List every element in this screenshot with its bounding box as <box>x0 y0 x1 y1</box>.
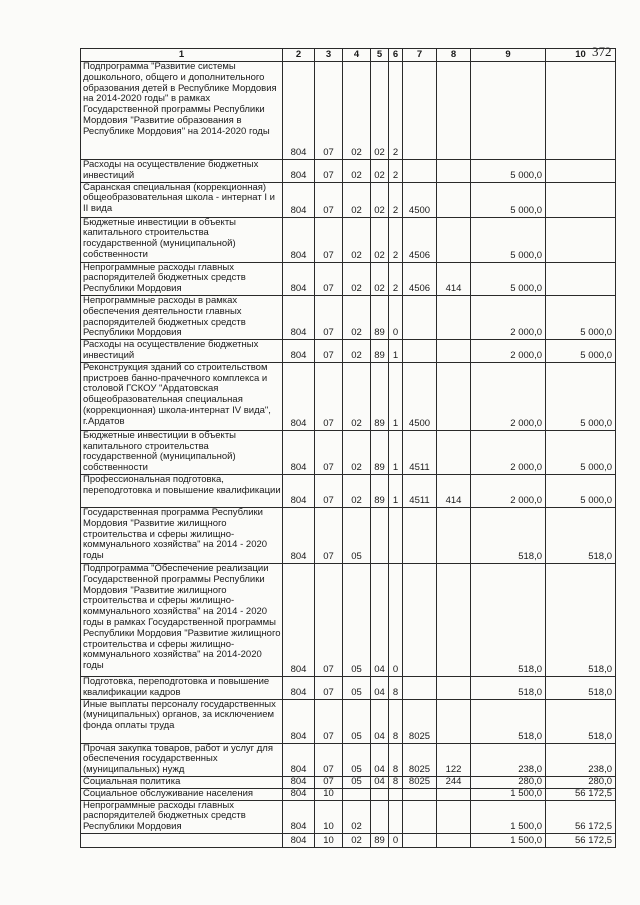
amount-cell: 518,0 <box>471 699 546 743</box>
table-row <box>81 800 616 833</box>
code-cell: 244 <box>437 776 471 788</box>
code-cell: 05 <box>343 563 371 676</box>
code-cell: 89 <box>371 295 389 339</box>
code-cell: 2 <box>389 182 403 217</box>
table-row <box>81 430 616 474</box>
code-cell <box>437 507 471 563</box>
code-cell: 04 <box>371 699 389 743</box>
table-row <box>81 62 616 160</box>
code-cell: 07 <box>315 563 343 676</box>
code-cell: 804 <box>283 743 315 776</box>
code-cell: 07 <box>315 507 343 563</box>
table-row <box>81 362 616 430</box>
table-row <box>81 182 616 217</box>
row-name-cell: Подпрограмма "Развитие системы дошкольного, общего и дополнительного образования детей в Республике Мордовия на 2014-2020 годы" в рамках Государственной программы Республики Мордовия "Развитие образования в Республике Мордовия" на 2014-2020 годы <box>81 62 283 160</box>
code-cell <box>437 182 471 217</box>
code-cell: 122 <box>437 743 471 776</box>
row-name-cell: Социальная политика <box>81 776 283 788</box>
amount-cell: 518,0 <box>546 507 616 563</box>
code-cell: 4511 <box>403 474 437 507</box>
table-row <box>81 743 616 776</box>
table-row <box>81 295 616 339</box>
header-cell: 6 <box>389 49 403 62</box>
amount-cell: 5 000,0 <box>471 182 546 217</box>
code-cell: 804 <box>283 430 315 474</box>
code-cell: 07 <box>315 295 343 339</box>
amount-cell: 56 172,5 <box>546 788 616 800</box>
table-row <box>81 699 616 743</box>
amount-cell: 518,0 <box>471 676 546 699</box>
header-cell: 7 <box>403 49 437 62</box>
code-cell <box>403 160 437 183</box>
header-cell: 1 <box>81 49 283 62</box>
code-cell: 2 <box>389 62 403 160</box>
code-cell: 02 <box>343 800 371 833</box>
amount-cell: 1 500,0 <box>471 800 546 833</box>
code-cell <box>437 699 471 743</box>
code-cell: 8025 <box>403 699 437 743</box>
code-cell <box>403 676 437 699</box>
code-cell: 02 <box>343 340 371 363</box>
code-cell: 02 <box>343 295 371 339</box>
code-cell: 804 <box>283 800 315 833</box>
code-cell: 804 <box>283 340 315 363</box>
code-cell: 0 <box>389 295 403 339</box>
table-row <box>81 507 616 563</box>
code-cell: 07 <box>315 474 343 507</box>
code-cell: 1 <box>389 430 403 474</box>
code-cell <box>403 800 437 833</box>
code-cell: 02 <box>371 262 389 295</box>
header-cell: 5 <box>371 49 389 62</box>
row-name-cell: Социальное обслуживание населения <box>81 788 283 800</box>
code-cell: 8 <box>389 699 403 743</box>
code-cell <box>403 788 437 800</box>
amount-cell: 5 000,0 <box>546 362 616 430</box>
code-cell <box>437 788 471 800</box>
code-cell <box>403 295 437 339</box>
code-cell <box>437 430 471 474</box>
code-cell: 07 <box>315 217 343 262</box>
amount-cell <box>546 217 616 262</box>
code-cell: 02 <box>343 833 371 847</box>
code-cell: 05 <box>343 699 371 743</box>
amount-cell: 280,0 <box>546 776 616 788</box>
row-name-cell: Профессиональная подготовка, переподготовка и повышение квалификации <box>81 474 283 507</box>
code-cell <box>403 62 437 160</box>
code-cell <box>437 217 471 262</box>
code-cell: 4511 <box>403 430 437 474</box>
header-cell: 4 <box>343 49 371 62</box>
code-cell <box>437 340 471 363</box>
amount-cell: 518,0 <box>546 699 616 743</box>
row-name-cell: Иные выплаты персоналу государственных (муниципальных) органов, за исключением фонда оплаты труда <box>81 699 283 743</box>
code-cell: 804 <box>283 776 315 788</box>
code-cell: 804 <box>283 160 315 183</box>
code-cell <box>403 563 437 676</box>
row-name-cell: Бюджетные инвестиции в объекты капитального строительства государственной (муниципальной) собственности <box>81 430 283 474</box>
amount-cell: 2 000,0 <box>471 362 546 430</box>
code-cell: 804 <box>283 262 315 295</box>
row-name-cell: Непрограммные расходы главных распорядителей бюджетных средств Республики Мордовия <box>81 800 283 833</box>
code-cell <box>437 800 471 833</box>
code-cell: 89 <box>371 474 389 507</box>
code-cell: 89 <box>371 340 389 363</box>
amount-cell: 1 500,0 <box>471 788 546 800</box>
code-cell: 05 <box>343 676 371 699</box>
code-cell: 0 <box>389 833 403 847</box>
code-cell: 804 <box>283 563 315 676</box>
code-cell <box>437 295 471 339</box>
header-row <box>81 49 616 62</box>
amount-cell: 2 000,0 <box>471 430 546 474</box>
amount-cell: 2 000,0 <box>471 340 546 363</box>
code-cell: 4506 <box>403 217 437 262</box>
code-cell: 804 <box>283 62 315 160</box>
amount-cell: 5 000,0 <box>471 217 546 262</box>
code-cell: 07 <box>315 699 343 743</box>
code-cell: 07 <box>315 340 343 363</box>
code-cell: 02 <box>343 160 371 183</box>
code-cell: 10 <box>315 788 343 800</box>
amount-cell <box>546 160 616 183</box>
code-cell: 05 <box>343 743 371 776</box>
amount-cell: 56 172,5 <box>546 800 616 833</box>
code-cell: 2 <box>389 217 403 262</box>
code-cell <box>403 340 437 363</box>
code-cell: 89 <box>371 833 389 847</box>
amount-cell: 56 172,5 <box>546 833 616 847</box>
code-cell: 8 <box>389 743 403 776</box>
table-row <box>81 160 616 183</box>
code-cell: 8025 <box>403 776 437 788</box>
code-cell: 804 <box>283 788 315 800</box>
code-cell: 2 <box>389 160 403 183</box>
amount-cell: 238,0 <box>546 743 616 776</box>
code-cell: 02 <box>371 62 389 160</box>
row-name-cell: Расходы на осуществление бюджетных инвестиций <box>81 340 283 363</box>
amount-cell: 5 000,0 <box>546 474 616 507</box>
code-cell: 4506 <box>403 262 437 295</box>
code-cell: 04 <box>371 676 389 699</box>
amount-cell <box>546 182 616 217</box>
code-cell: 414 <box>437 474 471 507</box>
code-cell <box>389 507 403 563</box>
row-name-cell: Государственная программа Республики Мордовия "Развитие жилищного строительства и сферы жилищно-коммунального хозяйства" на 2014 - 2020 годы <box>81 507 283 563</box>
code-cell: 02 <box>343 217 371 262</box>
amount-cell <box>546 62 616 160</box>
code-cell: 804 <box>283 833 315 847</box>
amount-cell: 5 000,0 <box>546 430 616 474</box>
code-cell: 07 <box>315 430 343 474</box>
amount-cell: 518,0 <box>471 507 546 563</box>
code-cell: 02 <box>343 430 371 474</box>
code-cell: 804 <box>283 295 315 339</box>
code-cell: 02 <box>371 182 389 217</box>
table-row <box>81 788 616 800</box>
code-cell: 804 <box>283 676 315 699</box>
code-cell: 804 <box>283 699 315 743</box>
amount-cell <box>471 62 546 160</box>
code-cell: 02 <box>371 160 389 183</box>
code-cell <box>371 788 389 800</box>
code-cell <box>437 362 471 430</box>
code-cell: 0 <box>389 563 403 676</box>
row-name-cell: Подготовка, переподготовка и повышение квалификации кадров <box>81 676 283 699</box>
page-number: 372 <box>592 44 612 59</box>
header-cell: 2 <box>283 49 315 62</box>
code-cell: 05 <box>343 776 371 788</box>
code-cell <box>403 507 437 563</box>
row-name-cell: Подпрограмма "Обеспечение реализации Государственной программы Республики Мордовия "Развитие жилищного строительства и сферы жилищно-коммунального хозяйства" на 2014 - 2020 годы в рамках Государственной программы Республики Мордовия "Развитие жилищного строительства и сферы жилищно-коммунального хозяйства" на 2014-2020 годы <box>81 563 283 676</box>
code-cell: 414 <box>437 262 471 295</box>
code-cell <box>437 833 471 847</box>
amount-cell <box>546 262 616 295</box>
amount-cell: 238,0 <box>471 743 546 776</box>
header-cell: 8 <box>437 49 471 62</box>
code-cell: 4500 <box>403 182 437 217</box>
code-cell: 804 <box>283 217 315 262</box>
code-cell: 8 <box>389 776 403 788</box>
table-row <box>81 776 616 788</box>
amount-cell: 518,0 <box>471 563 546 676</box>
row-name-cell: Бюджетные инвестиции в объекты капитального строительства государственной (муниципальной) собственности <box>81 217 283 262</box>
table-row <box>81 563 616 676</box>
table-row <box>81 474 616 507</box>
table-row <box>81 833 616 847</box>
code-cell: 8025 <box>403 743 437 776</box>
code-cell: 1 <box>389 474 403 507</box>
table-row <box>81 262 616 295</box>
code-cell: 804 <box>283 474 315 507</box>
header-cell: 10 <box>546 49 616 62</box>
row-name-cell <box>81 833 283 847</box>
code-cell <box>437 160 471 183</box>
row-name-cell: Непрограммные расходы в рамках обеспечения деятельности главных распорядителей бюджетных средств Республики Мордовия <box>81 295 283 339</box>
code-cell: 02 <box>343 182 371 217</box>
code-cell <box>437 676 471 699</box>
code-cell: 07 <box>315 262 343 295</box>
code-cell: 02 <box>343 362 371 430</box>
code-cell: 07 <box>315 62 343 160</box>
code-cell <box>389 800 403 833</box>
code-cell: 804 <box>283 182 315 217</box>
code-cell: 10 <box>315 833 343 847</box>
row-name-cell: Непрограммные расходы главных распорядителей бюджетных средств Республики Мордовия <box>81 262 283 295</box>
code-cell: 1 <box>389 362 403 430</box>
table-row <box>81 217 616 262</box>
code-cell: 02 <box>343 262 371 295</box>
amount-cell: 280,0 <box>471 776 546 788</box>
header-cell: 3 <box>315 49 343 62</box>
code-cell: 07 <box>315 743 343 776</box>
code-cell: 804 <box>283 507 315 563</box>
code-cell <box>437 62 471 160</box>
code-cell: 4500 <box>403 362 437 430</box>
code-cell <box>371 800 389 833</box>
row-name-cell: Реконструкция зданий со строительством пристроев банно-прачечного комплекса и столовой ГСКОУ "Ардатовская общеобразовательная специальная (коррекционная) школа-интернат IV вида", г.Ардатов <box>81 362 283 430</box>
code-cell: 02 <box>343 474 371 507</box>
code-cell: 02 <box>371 217 389 262</box>
code-cell: 04 <box>371 743 389 776</box>
code-cell: 1 <box>389 340 403 363</box>
amount-cell: 5 000,0 <box>546 340 616 363</box>
code-cell <box>371 507 389 563</box>
table-row <box>81 340 616 363</box>
amount-cell: 1 500,0 <box>471 833 546 847</box>
budget-table <box>80 48 616 848</box>
code-cell <box>343 788 371 800</box>
code-cell: 04 <box>371 776 389 788</box>
code-cell: 07 <box>315 182 343 217</box>
row-name-cell: Саранская специальная (коррекционная) общеобразовательная школа - интернат I и II вида <box>81 182 283 217</box>
code-cell: 07 <box>315 362 343 430</box>
code-cell: 05 <box>343 507 371 563</box>
code-cell: 04 <box>371 563 389 676</box>
amount-cell: 2 000,0 <box>471 295 546 339</box>
header-cell: 9 <box>471 49 546 62</box>
code-cell <box>403 833 437 847</box>
row-name-cell: Прочая закупка товаров, работ и услуг для обеспечения государственных (муниципальных) нужд <box>81 743 283 776</box>
code-cell <box>389 788 403 800</box>
code-cell: 10 <box>315 800 343 833</box>
row-name-cell: Расходы на осуществление бюджетных инвестиций <box>81 160 283 183</box>
code-cell: 02 <box>343 62 371 160</box>
amount-cell: 518,0 <box>546 563 616 676</box>
code-cell: 07 <box>315 676 343 699</box>
amount-cell: 5 000,0 <box>471 160 546 183</box>
code-cell: 07 <box>315 160 343 183</box>
amount-cell: 518,0 <box>546 676 616 699</box>
code-cell <box>437 563 471 676</box>
code-cell: 89 <box>371 430 389 474</box>
code-cell: 8 <box>389 676 403 699</box>
code-cell: 2 <box>389 262 403 295</box>
table-row <box>81 676 616 699</box>
code-cell: 07 <box>315 776 343 788</box>
amount-cell: 2 000,0 <box>471 474 546 507</box>
code-cell: 804 <box>283 362 315 430</box>
amount-cell: 5 000,0 <box>546 295 616 339</box>
amount-cell: 5 000,0 <box>471 262 546 295</box>
code-cell: 89 <box>371 362 389 430</box>
